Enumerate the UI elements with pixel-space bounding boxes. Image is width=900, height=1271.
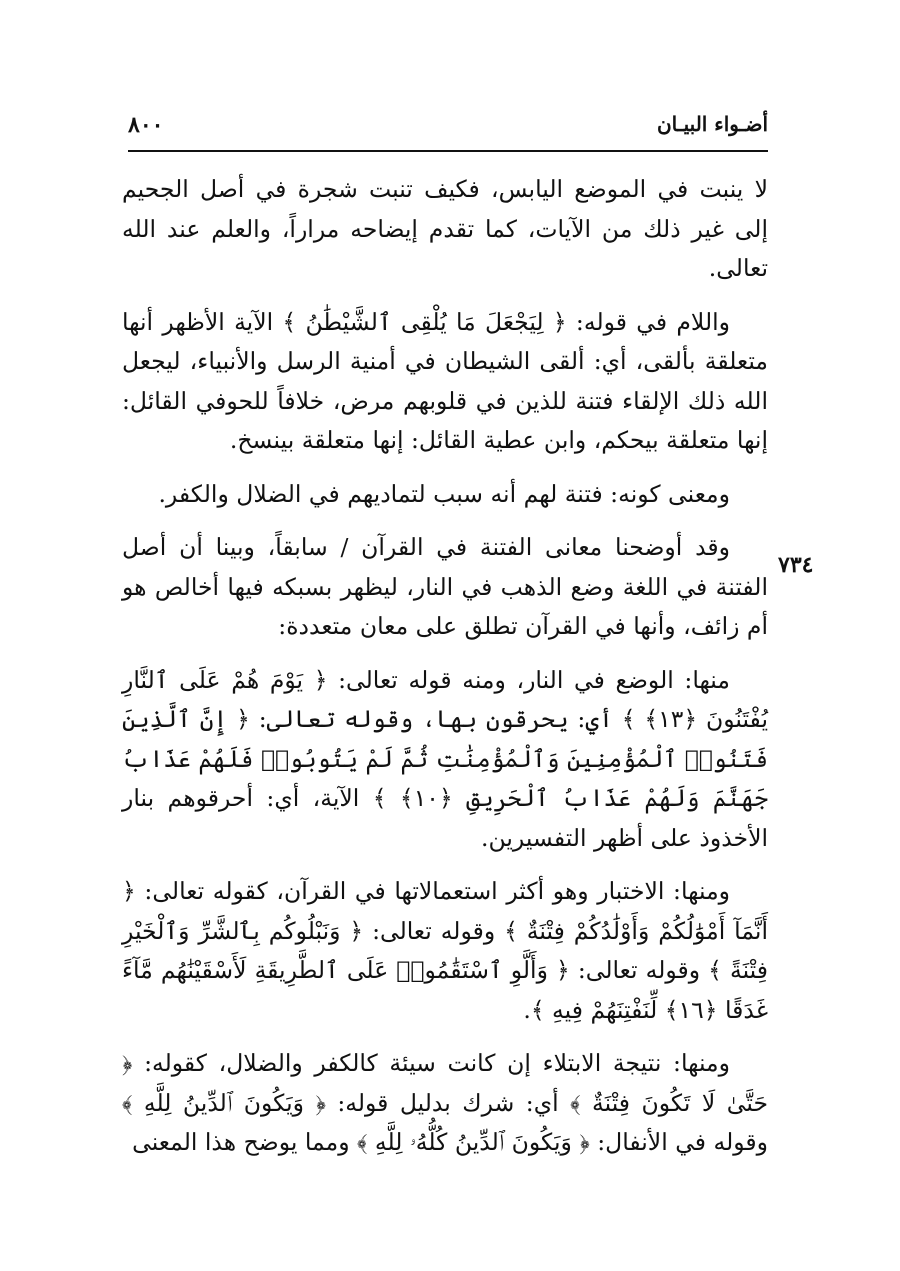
margin-cross-reference: ٧٣٤ <box>778 552 814 578</box>
page-number: ٨٠٠ <box>128 112 164 138</box>
running-head <box>128 112 768 148</box>
header-rule <box>128 150 768 152</box>
paragraph-7: ومنها: نتيجة الابتلاء إن كانت سيئة كالكفر والضلال، كقوله: ﴿ حَتَّىٰ لَا تَكُونَ فِتْنَةٌ ﴾ أي: شرك بدليل قوله: ﴿ وَيَكُونَ ٱلدِّينُ لِلَّهِ ﴾ وقوله في الأنفال: ﴿ وَيَكُونَ ٱلدِّينُ كُلُّهُۥ لِلَّهِ ﴾ ومما يوضح هذا المعنى <box>122 1049 768 1156</box>
body-text <box>122 170 768 1177</box>
book-title: أضـواء البيـان <box>656 112 768 136</box>
paragraph-3: ومعنى كونه: فتنة لهم أنه سبب لتماديهم في الضلال والكفر. <box>158 479 730 508</box>
paragraph-1: لا ينبت في الموضع اليابس، فكيف تنبت شجرة في أصل الجحيم إلى غير ذلك من الآيات، كما تقدم إيضاحه مراراً، والعلم عند الله تعالى. <box>122 175 768 282</box>
paragraph-2: واللام في قوله: ﴿ لِيَجْعَلَ مَا يُلْقِى ٱلشَّيْطَٰنُ ﴾ الآية الأظهر أنها متعلقة بألقى، أي: ألقى الشيطان في أمنية الرسل والأنبياء، ليجعل الله ذلك الإلقاء فتنة للذين في قلوبهم مرض، خلافاً للحوفي القائل: إنها متعلقة بيحكم، وابن عطية القائل: إنها متعلقة بينسخ. <box>122 307 768 454</box>
paragraph-4: وقد أوضحنا معانى الفتنة في القرآن / سابقاً، وبينا أن أصل الفتنة في اللغة وضع الذهب في النار، ليظهر بسبكه فيها أخالص هو أم زائف، وأنها في القرآن تطلق على معان متعددة: <box>122 533 768 640</box>
paragraph-5: منها: الوضع في النار، ومنه قوله تعالى: ﴿ يَوْمَ هُمْ عَلَى ٱلنَّارِ يُفْتَنُونَ ﴿١٣﴾ ﴾ أي: يحرقون بها، وقوله تعالى: ﴿ إِنَّ ٱلَّذِينَ فَتَنُوا۟ ٱلْمُؤْمِنِينَ وَٱلْمُؤْمِنَٰتِ ثُمَّ لَمْ يَتُوبُوا۟ فَلَهُمْ عَذَابُ جَهَنَّمَ وَلَهُمْ عَذَابُ ٱلْحَرِيقِ ﴿١٠﴾ ﴾ الآية، أي: أحرقوهم بنار الأخذوذ على أظهر التفسيرين. <box>122 665 768 852</box>
paragraph-6: ومنها: الاختبار وهو أكثر استعمالاتها في القرآن، كقوله تعالى: ﴿ أَنَّمَآ أَمْوَٰلُكُمْ وَأَوْلَٰدُكُمْ فِتْنَةٌ ﴾ وقوله تعالى: ﴿ وَنَبْلُوكُم بِٱلشَّرِّ وَٱلْخَيْرِ فِتْنَةً ﴾ وقوله تعالى: ﴿ وَأَلَّوِ ٱسْتَقَٰمُوا۟ عَلَى ٱلطَّرِيقَةِ لَأَسْقَيْنَٰهُم مَّآءً غَدَقًا ﴿١٦﴾ لِّنَفْتِنَهُمْ فِيهِ ﴾. <box>122 877 768 1024</box>
